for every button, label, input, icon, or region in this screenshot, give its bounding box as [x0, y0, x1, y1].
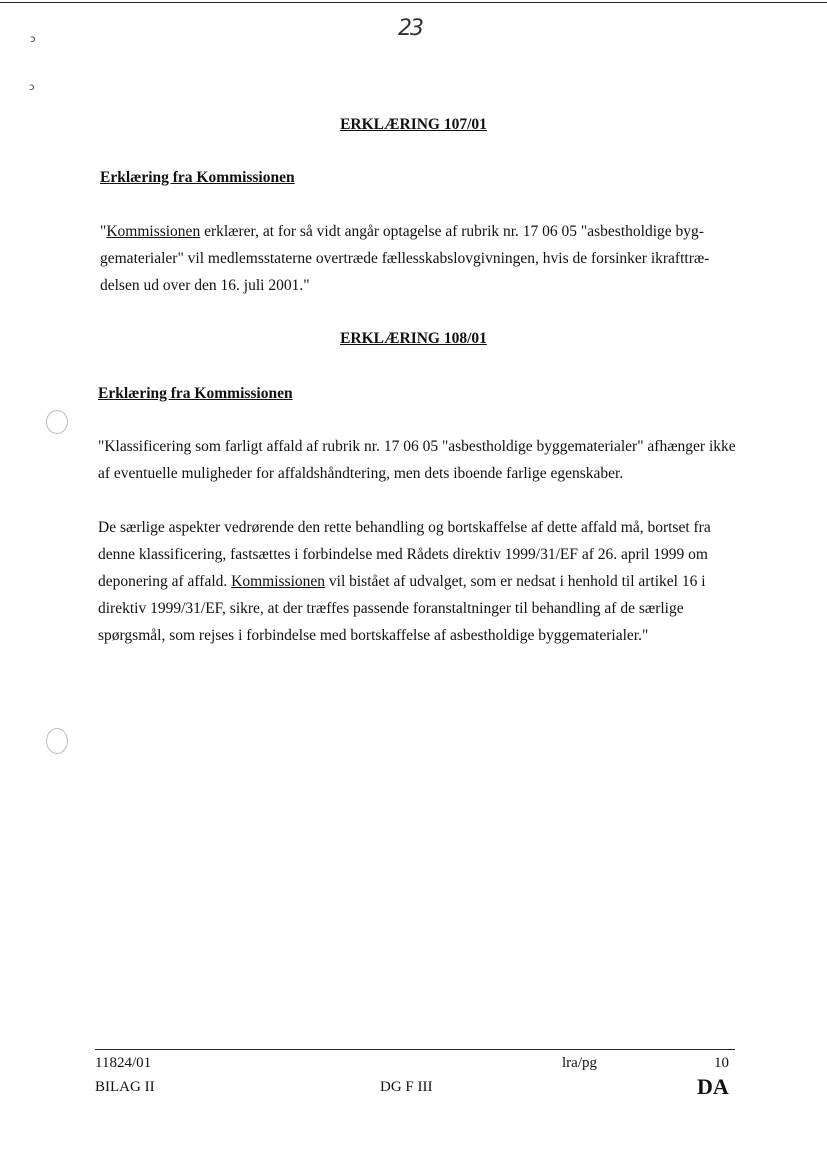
handwritten-page-number: 23: [398, 16, 422, 41]
footer-initials: lra/pg: [562, 1055, 597, 1071]
paragraph-text: vil bistået af udvalget, som er nedsat i henhold til artikel 16 i direktiv 1999/31/EF, sikre, at der træffes passende foranstaltninger til behandling af de særlige spørgsmål, som rejses i forbindelse med bortskaffelse af asbestholdige byggematerialer.": [98, 573, 706, 644]
footer-rule: [95, 1049, 735, 1050]
margin-mark: ɔ: [29, 82, 35, 93]
declaration-paragraph: [98, 514, 738, 649]
footer-language-code: DA: [697, 1074, 729, 1099]
punch-hole: [46, 728, 68, 754]
underlined-term: Kommissionen: [231, 573, 326, 590]
margin-mark: ↄ: [30, 34, 36, 45]
section-subheading: Erklæring fra Kommissionen: [100, 169, 295, 186]
paragraph-text: erklærer, at for så vidt angår optagelse af rubrik nr. 17 06 05 "asbestholdige byg-gematerialer" vil medlemsstaterne overtræde fællesskabslovgivningen, hvis de forsinker ikrafttræ-delsen ud over den 16. juli 2001.": [100, 223, 710, 294]
top-border-line: [0, 2, 827, 3]
declaration-paragraph: "Klassificering som farligt affald af rubrik nr. 17 06 05 "asbestholdige byggematerialer" afhænger ikke af eventuelle muligheder for affaldshåndtering, men dets iboende farlige egenskaber.: [98, 438, 736, 482]
footer-doc-number: 11824/01: [95, 1055, 152, 1071]
section-heading-107: ERKLÆRING 107/01: [340, 116, 487, 133]
footer-dg: DG F III: [380, 1079, 433, 1095]
punch-hole: [46, 410, 68, 434]
declaration-paragraph: [100, 218, 740, 299]
footer-annex: BILAG II: [95, 1079, 155, 1095]
paragraph-text: De særlige aspekter vedrørende den rette behandling og bortskaffelse af dette affald må, bortset fra denne klassificering, fastsættes i forbindelse med Rådets direktiv 1999/31/EF af 26. april 1999 om deponering af affald.: [98, 519, 711, 590]
section-heading-108: ERKLÆRING 108/01: [340, 330, 487, 347]
footer-page-number: 10: [714, 1055, 729, 1071]
underlined-term: Kommissionen: [106, 223, 201, 240]
section-subheading: Erklæring fra Kommissionen: [98, 385, 293, 402]
quote-mark: ": [100, 223, 107, 240]
